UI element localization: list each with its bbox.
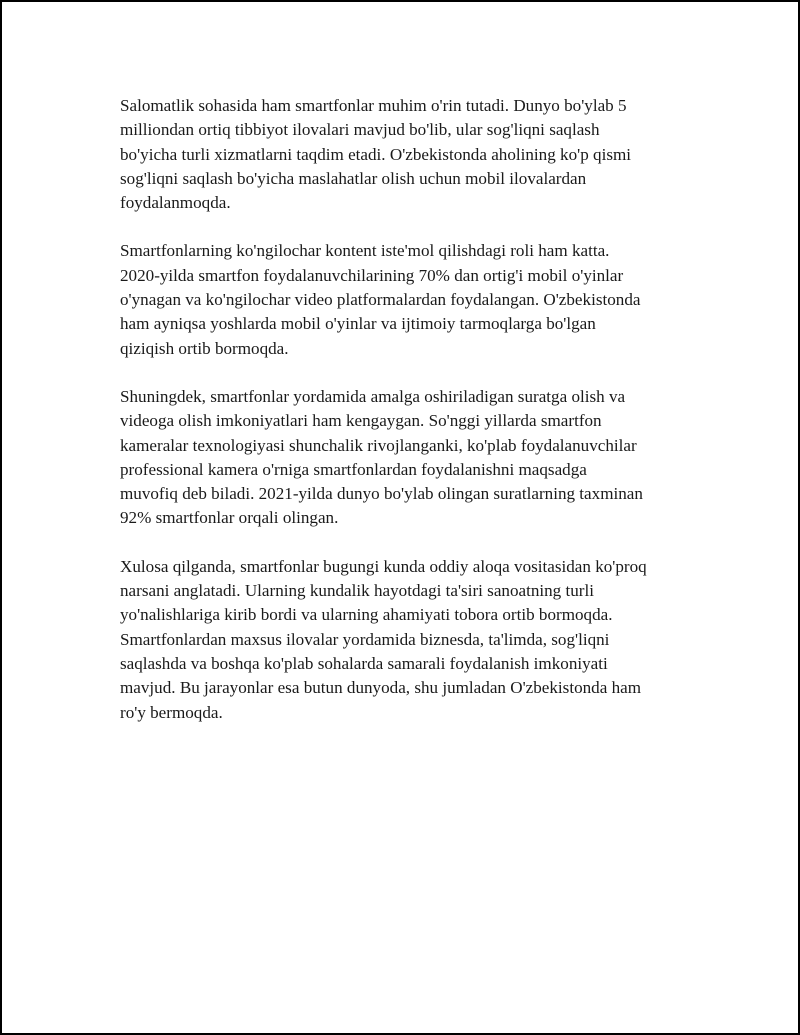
paragraph-entertainment: Smartfonlarning ko'ngilochar kontent iste'mol qilishdagi roli ham katta. 2020-yilda smartfon foydalanuvchilarining 70% dan ortig'i mobil o'yinlar o'ynagan va ko'ngilochar video platformalardan foydalangan. O'zbekistonda ham ayniqsa yoshlarda mobil o'yinlar va ijtimoiy tarmoqlarga bo'lgan qiziqish ortib bormoqda. [120, 241, 641, 358]
paragraph-photography: Shuningdek, smartfonlar yordamida amalga oshiriladigan suratga olish va videoga olish imkoniyatlari ham kengaygan. So'nggi yillarda smartfon kameralar texnologiyasi shunchalik rivojlanganki, ko'plab foydalanuvchilar professional kamera o'rniga smartfonlardan foydalanishni maqsadga muvofiq deb biladi. 2021-yilda dunyo bo'ylab olingan suratlarning taxminan 92% smartfonlar orqali olingan. [120, 386, 643, 528]
paragraph-health-apps: Salomatlik sohasida ham smartfonlar muhim o'rin tutadi. Dunyo bo'ylab 5 milliondan ortiq tibbiyot ilovalari mavjud bo'lib, ular sog'liqni saqlash bo'yicha turli xizmatlarni taqdim etadi. O'zbekistonda aholining ko'p qismi sog'liqni saqlash bo'yicha maslahatlar olish uchun mobil ilovalardan foydalanmoqda. [120, 96, 632, 213]
document-body [120, 94, 700, 749]
paragraph-conclusion: Xulosa qilganda, smartfonlar bugungi kunda oddiy aloqa vositasidan ko'proq narsani anglatadi. Ularning kundalik hayotdagi ta'siri sanoatning turli yo'nalishlariga kirib bordi va ularning ahamiyati tobora ortib bormoqda. Smartfonlardan maxsus ilovalar yordamida biznesda, ta'limda, sog'liqni saqlashda va boshqa ko'plab sohalarda samarali foydalanish imkoniyati mavjud. Bu jarayonlar esa butun dunyoda, shu jumladan O'zbekistonda ham ro'y bermoqda. [120, 556, 647, 722]
